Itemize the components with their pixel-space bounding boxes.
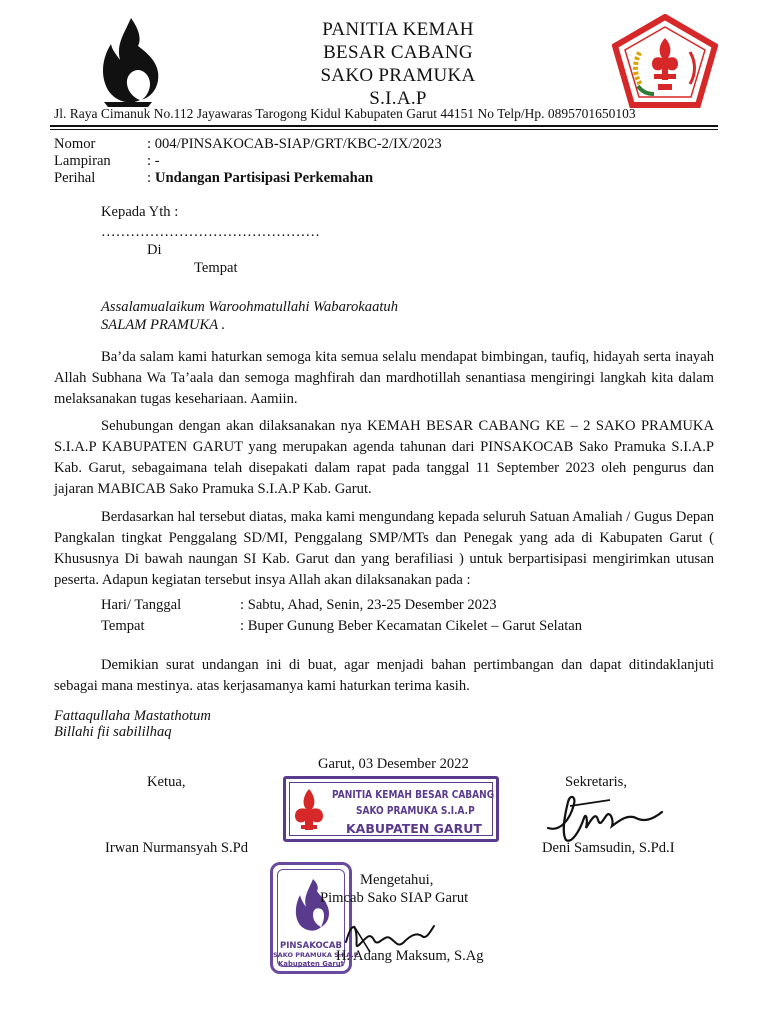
event-date-value: : Sabtu, Ahad, Senin, 23-25 Desember 2023	[240, 597, 497, 613]
body-paragraph-1: Ba’da salam kami haturkan semoga kita semua selalu mendapat bimbingan, taufiq, hidayah serta inayah Allah Subhana Wa Ta’aala dan semoga maghfirah dan mardhotillah senantiasa mengiringi langkah kita dalam melaksanakan tugas kesehariaan. Aamiin.	[54, 349, 714, 407]
recipient-kepada: Kepada Yth :	[101, 204, 179, 220]
perihal-value: Undangan Partisipasi Perkemahan	[155, 170, 374, 186]
mengetahui-label: Mengetahui,	[360, 872, 434, 888]
sako-pramuka-emblem-icon	[612, 14, 718, 108]
org-title-line-4: S.I.A.P	[369, 88, 427, 109]
org-title-line-2: BESAR CABANG	[323, 42, 473, 63]
nomor-label: Nomor	[54, 136, 96, 152]
sekretaris-title: Sekretaris,	[565, 774, 628, 790]
greeting-salam: Assalamualaikum Waroohmatullahi Wabarokaatuh	[101, 299, 399, 315]
stamp1-line-1: PANITIA KEMAH BESAR CABANG	[332, 788, 495, 801]
closing-line-1: Fattaqullaha Mastathotum	[54, 708, 211, 724]
event-place-label: Tempat	[101, 618, 145, 634]
recipient-dots: ………………………………………	[101, 224, 320, 240]
letterhead-address: Jl. Raya Cimanuk No.112 Jayawaras Tarogong Kidul Kabupaten Garut 44151 No Telp/Hp. 0895701650103	[54, 106, 636, 121]
perihal-label: Perihal	[54, 170, 96, 186]
stamp2-line-1: PINSAKOCAB	[280, 941, 342, 951]
event-date-label: Hari/ Tanggal	[101, 597, 182, 613]
ketua-title: Ketua,	[147, 774, 186, 790]
lampiran-value: : -	[147, 153, 160, 169]
letter-date: Garut, 03 Desember 2022	[318, 756, 469, 772]
sekretaris-name: Deni Samsudin, S.Pd.I	[542, 840, 675, 856]
pimcab-title: Pimcab Sako SIAP Garut	[320, 890, 469, 906]
scout-emblem-icon	[292, 787, 326, 835]
recipient-tempat: Tempat	[194, 260, 238, 276]
stamp2-line-2: SAKO PRAMUKA S.I.A.P	[273, 951, 359, 959]
event-place-value: : Buper Gunung Beber Kecamatan Cikelet – Garut Selatan	[240, 618, 583, 634]
org-title-line-1: PANITIA KEMAH	[322, 19, 474, 40]
recipient-di: Di	[147, 242, 162, 258]
body-paragraph-2: Sehubungan dengan akan dilaksanakan nya KEMAH BESAR CABANG KE – 2 SAKO PRAMUKA S.I.A.P KABUPATEN GARUT yang merupakan agenda tahunan dari PINSAKOCAB Sako Pramuka S.I.A.P Kab. Garut, sebagaimana telah disepakati dalam rapat pada tanggal 11 September 2023 oleh pengurus dan jajaran MABICAB Sako Pramuka S.I.A.P Kab. Garut.	[54, 418, 714, 497]
stamp1-line-2: SAKO PRAMUKA S.I.A.P	[356, 804, 475, 817]
body-paragraph-3: Berdasarkan hal tersebut diatas, maka kami mengundang kepada seluruh Satuan Amaliah / Gugus Depan Pangkalan tingkat Penggalang SD/MI, Penggalang SMP/MTs dan Penegak yang ada di Kabupaten Garut ( Khususnya Di bawah naungan SI Kab. Garut dan yang berafiliasi ) untuk berpartisipasi mengirimkan utusan peserta. Adapun kegiatan tersebut insya Allah akan dilaksanakan pada :	[54, 509, 714, 588]
stamp2-line-3: Kabupaten Garut	[278, 960, 344, 968]
perihal-colon: :	[147, 170, 152, 186]
greeting-salam-pramuka: SALAM PRAMUKA .	[101, 317, 226, 333]
body-paragraph-4: Demikian surat undangan ini di buat, agar menjadi bahan pertimbangan dan dapat ditindaklanjuti sebagai mana mestinya. atas kerjasamanya kami haturkan terima kasih.	[54, 657, 714, 694]
flame-logo-icon	[94, 14, 160, 110]
committee-stamp	[283, 776, 499, 842]
closing-line-2: Billahi fii sabililhaq	[54, 724, 172, 740]
stamp1-line-3: KABUPATEN GARUT	[346, 821, 482, 836]
sekretaris-signature-icon	[540, 790, 670, 846]
header-divider-thin	[50, 129, 718, 130]
org-title-line-3: SAKO PRAMUKA	[320, 65, 476, 86]
lampiran-label: Lampiran	[54, 153, 111, 169]
nomor-value: : 004/PINSAKOCAB-SIAP/GRT/KBC-2/IX/2023	[147, 136, 442, 152]
pimcab-name: H. Adang Maksum, S.Ag	[336, 948, 484, 964]
ketua-name: Irwan Nurmansyah S.Pd	[105, 840, 249, 856]
header-divider	[50, 125, 718, 127]
